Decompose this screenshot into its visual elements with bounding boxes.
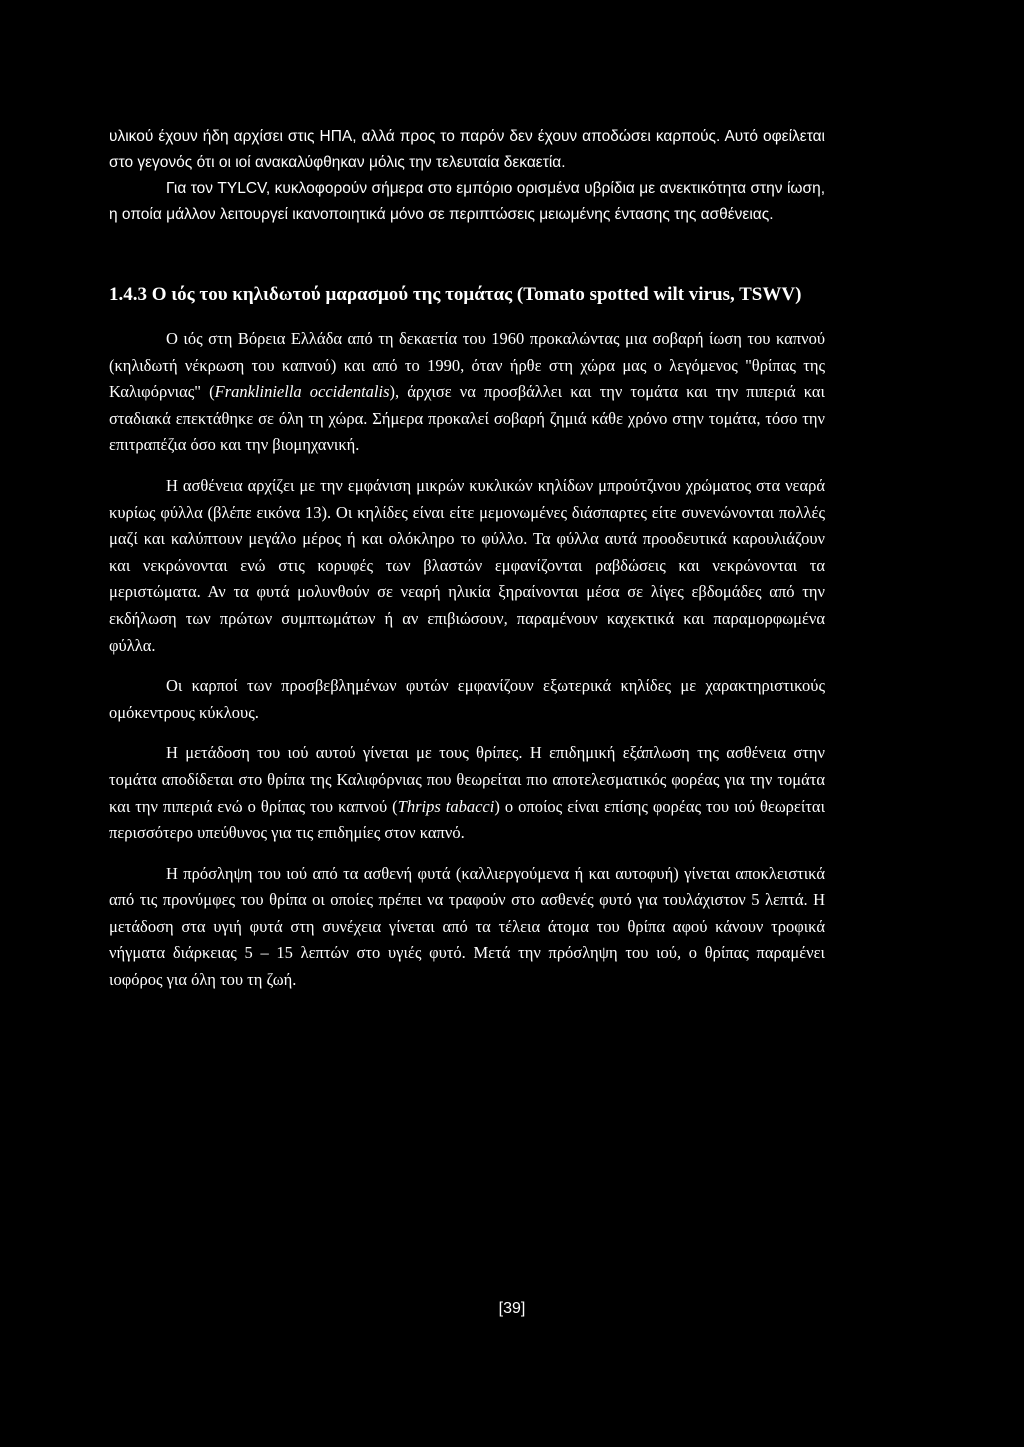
paragraph-tswv-history-text-a: Ο ιός στη Βόρεια Ελλάδα από τη δεκαετία του 1960 προκαλώντας μια σοβαρή ίωση του καπνού (κηλιδωτή νέκρωση του καπνού) και από το 1990, όταν ήρθε στη χώρα μας ο λεγόμενος "θρίπας της Καλιφόρνιας" ( bbox=[109, 329, 825, 402]
paragraph-symptoms: Η ασθένεια αρχίζει με την εμφάνιση μικρών κυκλικών κηλίδων μπρούτζινου χρώματος στα νεαρά κυρίως φύλλα (βλέπε εικόνα 13). Οι κηλίδες είναι είτε μεμονωμένες διάσπαρτες είτε συνενώνονται πολλές μαζί και καλύπτουν μεγάλο μέρος ή και ολόκληρο το φύλλο. Τα φύλλα αυτά προοδευτικά καρουλιάζουν και νεκρώνονται ενώ στις κορυφές των βλαστών εμφανίζονται ραβδώσεις και νεκρώνονται τα μεριστώματα. Αν τα φυτά μολυνθούν σε νεαρή ηλικία ξηραίνονται μέσα σε λίγες εβδομάδες από την εκδήλωση των πρώτων συμπτωμάτων ή αν επιβιώσουν, παραμένουν καχεκτικά και παραμορφωμένα φύλλα. bbox=[109, 475, 825, 655]
paragraph-continuation: υλικού έχουν ήδη αρχίσει στις ΗΠΑ, αλλά προς το παρόν δεν έχουν αποδώσει καρπούς. Αυτό οφείλεται στο γεγονός ότι οι ιοί ανακαλύφθηκαν μόλις την τελευταία δεκαετία. bbox=[109, 128, 825, 171]
paragraph-transmission-text-a: Η μετάδοση του ιού αυτού γίνεται με τους θρίπες. Η επιδημική εξάπλωση της ασθένεια στην τομάτα αποδίδεται στο θρίπα της Καλιφόρνιας που θεωρείται πιο αποτελεσματικός φορέας για την τομάτα και την πιπεριά ενώ ο θρίπας του καπνού ( bbox=[109, 743, 825, 816]
paragraph-acquisition: Η πρόσληψη του ιού από τα ασθενή φυτά (καλλιεργούμενα ή και αυτοφυή) γίνεται αποκλειστικά από τις προνύμφες του θρίπα οι οποίες πρέπει να τραφούν στο ασθενές φυτό για τουλάχιστον 5 λεπτά. Η μετάδοση στα υγιή φυτά στη συνέχεια γίνεται από τα τέλεια άτομα του θρίπα αφού κάνουν τροφικά νήγματα διάρκειας 5 – 15 λεπτών στο υγιές φυτό. Μετά την πρόσληψη του ιού, ο θρίπας παραμένει ιοφόρος για όλη του τη ζωή. bbox=[109, 863, 825, 990]
paragraph-fruit-symptoms: Οι καρποί των προσβεβλημένων φυτών εμφανίζουν εξωτερικά κηλίδες με χαρακτηριστικούς ομόκεντρους κύκλους. bbox=[109, 676, 825, 722]
paragraph-tylcv-hybrids: Για τον TYLCV, κυκλοφορούν σήμερα στο εμπόριο ορισμένα υβρίδια με ανεκτικότητα στην ίωση, η οποία μάλλον λειτουργεί ικανοποιητικά μόνο σε περιπτώσεις μειωμένης έντασης της ασθένειας. bbox=[109, 180, 825, 223]
section-heading-tswv: 1.4.3 Ο ιός του κηλιδωτού μαρασμού της τομάτας (Tomato spotted wilt virus, TSWV) bbox=[109, 284, 802, 305]
paragraph-tswv-history bbox=[109, 326, 825, 459]
species-name-thrips-tabacci: Thrips tabacci bbox=[397, 796, 495, 816]
paragraph-tswv-history-text-b: ), άρχισε να προσβάλλει και την τομάτα και την πιπεριά και σταδιακά επεκτάθηκε σε όλη τη χώρα. Σήμερα προκαλεί σοβαρή ζημιά κάθε χρόνο στην τομάτα, τόσο την επιτραπέζια όσο και την βιομηχανική. bbox=[109, 382, 825, 455]
page-number: [39] bbox=[498, 1300, 526, 1317]
species-name-frankliniella: Frankliniella occidentalis bbox=[214, 382, 390, 402]
paragraph-transmission bbox=[109, 740, 825, 846]
paragraph-transmission-text-b: ) ο οποίος είναι επίσης φορέας του ιού θεωρείται περισσότερο υπεύθυνος για τις επιδημίες στον καπνό. bbox=[109, 796, 826, 843]
page-content bbox=[109, 124, 825, 994]
